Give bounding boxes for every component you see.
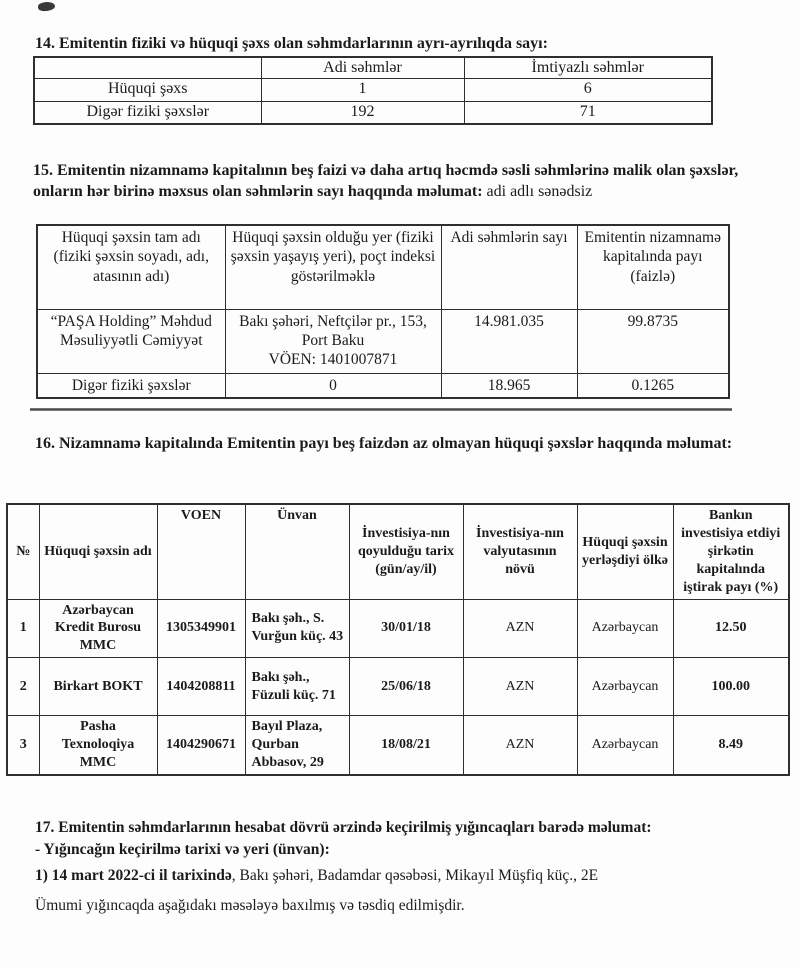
section-15-heading	[33, 160, 778, 202]
shareholder-address: 0	[225, 373, 441, 398]
shareholder-count-table	[33, 56, 713, 125]
entity-name: Pasha Texnoloqiya MMC	[39, 716, 157, 775]
entity-country: Azərbaycan	[577, 716, 673, 775]
preferred-shares-value: 71	[464, 101, 712, 124]
address-line: Bakı şəhəri, Neftçilər pr., 153, Port Baku	[239, 312, 427, 349]
entity-country: Azərbaycan	[577, 599, 673, 658]
ordinary-shares-value: 1	[261, 78, 464, 101]
blank-header-cell	[34, 57, 261, 78]
capital-share-pct: 99.8735	[577, 309, 729, 373]
country-header: Hüquqi şəxsin yerləşdiyi ölkə	[577, 504, 673, 599]
scan-artifact	[38, 1, 56, 12]
meeting-closing-line: Ümumi yığıncaqda aşağıdakı məsələyə baxılmış və təsdiq edilmişdir.	[35, 897, 465, 914]
capital-share-pct: 0.1265	[577, 373, 729, 398]
section-16-heading: 16. Nizamnamə kapitalında Emitentin payı beş faizdən az olmayan hüquqi şəxslər haqqında məlumat:	[35, 435, 733, 452]
investment-date: 25/06/18	[349, 658, 463, 716]
meeting-date-line	[35, 866, 775, 886]
section-17-subheading: - Yığıncağın keçirilmə tarixi və yeri (ünvan):	[35, 841, 330, 858]
ordinary-shares-count: 14.981.035	[441, 309, 577, 373]
entity-name-header: Hüquqi şəxsin adı	[39, 504, 157, 599]
table-row	[7, 716, 789, 775]
row-number: 3	[7, 716, 39, 775]
number-header: №	[7, 504, 39, 599]
preferred-shares-header: İmtiyazlı səhmlər	[464, 57, 712, 78]
entity-voen: 1404208811	[157, 658, 245, 716]
participation-share-pct: 12.50	[673, 599, 789, 658]
preferred-shares-value: 6	[464, 78, 712, 101]
location-header: Hüquqi şəxsin olduğu yer (fiziki şəxsin yaşayış yeri), poçt indeksi göstərilməklə	[225, 225, 441, 309]
investment-date: 30/01/18	[349, 599, 463, 658]
table-header-row	[7, 504, 789, 599]
investment-date: 18/08/21	[349, 716, 463, 775]
entity-address: Bayıl Plaza, Qurban Abbasov, 29	[245, 716, 349, 775]
participation-share-pct: 8.49	[673, 716, 789, 775]
shareholder-name: “PAŞA Holding” Məhdud Məsuliyyətli Cəmiyyət	[37, 309, 225, 373]
meeting-date-bold: 1) 14 mart 2022-ci il tarixində	[35, 867, 232, 884]
investment-currency: AZN	[463, 599, 577, 658]
section-divider-line	[30, 408, 732, 411]
voen-header: VOEN	[157, 504, 245, 599]
table-row	[37, 373, 729, 398]
table-row	[7, 658, 789, 716]
table-header-row	[34, 57, 712, 78]
ordinary-shares-count: 18.965	[441, 373, 577, 398]
meeting-location: , Bakı şəhəri, Badamdar qəsəbəsi, Mikayıl Müşfiq küç., 2E	[231, 867, 599, 884]
entity-country: Azərbaycan	[577, 658, 673, 716]
full-name-header: Hüquqi şəxsin tam adı (fiziki şəxsin soyadı, adı, atasının adı)	[37, 225, 225, 309]
capital-share-header: Emitentin nizamnamə kapitalında payı (faizlə)	[577, 225, 729, 309]
row-number: 1	[7, 599, 39, 658]
investment-date-header: İnvestisiya-nın qoyulduğu tarix (gün/ay/il)	[349, 504, 463, 599]
entity-name: Birkart BOKT	[39, 658, 157, 716]
investments-table	[6, 503, 790, 776]
entity-voen: 1305349901	[157, 599, 245, 658]
participation-share-header: Bankın investisiya etdiyi şirkətin kapitalında iştirak payı (%)	[673, 504, 789, 599]
entity-name: Azərbaycan Kredit Burosu MMC	[39, 599, 157, 658]
ordinary-shares-count-header: Adi səhmlərin sayı	[441, 225, 577, 309]
table-row	[34, 78, 712, 101]
address-header: Ünvan	[245, 504, 349, 599]
section-15-heading-note: adi adlı sənədsiz	[482, 183, 593, 201]
ordinary-shares-header: Adi səhmlər	[261, 57, 464, 78]
entity-address: Bakı şəh., Füzuli küç. 71	[245, 658, 349, 716]
table-row	[7, 599, 789, 658]
section-14-heading: 14. Emitentin fiziki və hüquqi şəxs olan səhmdarlarının ayrı-ayrılıqda sayı:	[35, 35, 548, 52]
shareholder-name: Digər fiziki şəxslər	[37, 373, 225, 398]
section-15-heading-bold: 15. Emitentin nizamnamə kapitalının beş faizi və daha artıq həcmdə səsli səhmlərinə malik olan şəxslər, onların hər birinə məxsus olan səhmlərin sayı haqqında məlumat:	[33, 162, 739, 201]
table-row	[34, 101, 712, 124]
section-17-heading: 17. Emitentin səhmdarlarının hesabat dövrü ərzində keçirilmiş yığıncaqları barədə məlumat:	[35, 819, 652, 836]
investment-currency: AZN	[463, 658, 577, 716]
voen-line: VÖEN: 1401007871	[268, 351, 398, 369]
ordinary-shares-value: 192	[261, 101, 464, 124]
entity-voen: 1404290671	[157, 716, 245, 775]
entity-address: Bakı şəh., S. Vurğun küç. 43	[245, 599, 349, 658]
table-header-row	[37, 225, 729, 309]
shareholder-address	[225, 309, 441, 373]
participation-share-pct: 100.00	[673, 658, 789, 716]
row-number: 2	[7, 658, 39, 716]
row-label: Hüquqi şəxs	[34, 78, 261, 101]
table-row	[37, 309, 729, 373]
row-label: Digər fiziki şəxslər	[34, 101, 261, 124]
major-shareholders-table	[36, 224, 730, 399]
investment-currency: AZN	[463, 716, 577, 775]
currency-header: İnvestisiya-nın valyutasının növü	[463, 504, 577, 599]
